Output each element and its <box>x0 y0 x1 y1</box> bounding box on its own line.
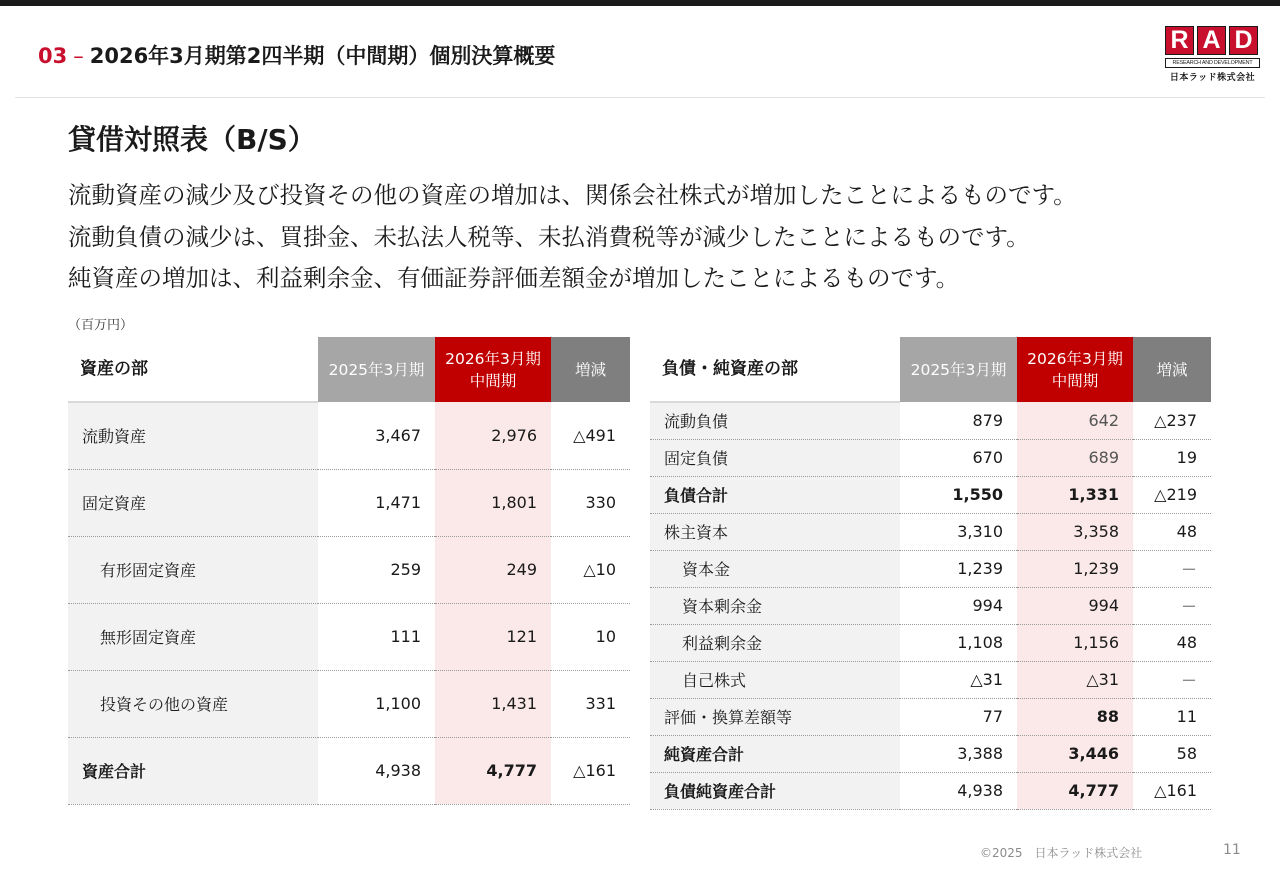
table-row <box>650 624 1211 661</box>
liabilities-header-diff: 増減 <box>1133 337 1211 402</box>
section-number: 03 <box>38 44 68 68</box>
assets-header-curr-line2: 中間期 <box>469 371 517 390</box>
curr-value: 121 <box>435 603 551 670</box>
curr-value: 1,331 <box>1017 476 1133 513</box>
curr-value: 1,431 <box>435 670 551 737</box>
diff-value: 19 <box>1133 439 1211 476</box>
curr-value: 1,156 <box>1017 624 1133 661</box>
liabilities-header-prev: 2025年3月期 <box>900 337 1017 402</box>
table-row-total <box>650 735 1211 772</box>
table-row <box>68 603 630 670</box>
diff-value: 48 <box>1133 513 1211 550</box>
table-row <box>68 536 630 603</box>
diff-value: 11 <box>1133 698 1211 735</box>
table-row <box>68 402 630 469</box>
footer-copyright: ©2025 日本ラッド株式会社 <box>980 846 1143 860</box>
prev-value: 994 <box>900 587 1017 624</box>
prev-value: 670 <box>900 439 1017 476</box>
liabilities-header-curr <box>1017 337 1133 402</box>
row-label: 投資その他の資産 <box>68 670 318 737</box>
assets-header-curr-line1: 2026年3月期 <box>445 349 541 368</box>
diff-value: △10 <box>551 536 630 603</box>
curr-value: 689 <box>1017 439 1133 476</box>
prev-value: △31 <box>900 661 1017 698</box>
table-row <box>650 402 1211 439</box>
row-label: 負債合計 <box>650 476 900 513</box>
assets-header-curr <box>435 337 551 402</box>
assets-header-label: 資産の部 <box>68 337 318 402</box>
row-label: 流動負債 <box>650 402 900 439</box>
curr-value: △31 <box>1017 661 1133 698</box>
summary-line-3: 純資産の増加は、利益剰余金、有価証券評価差額金が増加したことによるものです。 <box>68 264 960 292</box>
table-row-total <box>68 737 630 804</box>
page-title: 2026年3月期第2四半期（中間期）個別決算概要 <box>89 44 556 68</box>
header-dash: – <box>73 44 84 68</box>
table-row <box>68 670 630 737</box>
table-row-total <box>650 476 1211 513</box>
company-logo <box>1165 26 1260 83</box>
liabilities-table <box>650 337 1211 810</box>
curr-value: 4,777 <box>1017 772 1133 809</box>
row-label: 評価・換算差額等 <box>650 698 900 735</box>
prev-value: 1,108 <box>900 624 1017 661</box>
row-label: 固定資産 <box>68 469 318 536</box>
assets-header-prev: 2025年3月期 <box>318 337 435 402</box>
curr-value: 2,976 <box>435 402 551 469</box>
prev-value: 111 <box>318 603 435 670</box>
row-label: 固定負債 <box>650 439 900 476</box>
logo-letter-a: A <box>1197 26 1226 55</box>
diff-value: △161 <box>1133 772 1211 809</box>
prev-value: 77 <box>900 698 1017 735</box>
curr-value: 88 <box>1017 698 1133 735</box>
diff-value: － <box>1133 587 1211 624</box>
row-label: 負債純資産合計 <box>650 772 900 809</box>
curr-value: 3,358 <box>1017 513 1133 550</box>
table-row <box>650 513 1211 550</box>
prev-value: 1,100 <box>318 670 435 737</box>
curr-value: 994 <box>1017 587 1133 624</box>
unit-label: （百万円） <box>68 318 134 333</box>
prev-value: 4,938 <box>900 772 1017 809</box>
curr-value: 1,801 <box>435 469 551 536</box>
row-label: 資本金 <box>650 550 900 587</box>
curr-value: 1,239 <box>1017 550 1133 587</box>
diff-value: － <box>1133 661 1211 698</box>
assets-header-diff: 増減 <box>551 337 630 402</box>
table-row <box>650 550 1211 587</box>
page-header <box>38 40 555 70</box>
logo-company-name: 日本ラッド株式会社 <box>1169 73 1256 83</box>
prev-value: 3,467 <box>318 402 435 469</box>
logo-letter-r: R <box>1165 26 1194 55</box>
curr-value: 642 <box>1017 402 1133 439</box>
summary-line-2: 流動負債の減少は、買掛金、未払法人税等、未払消費税等が減少したことによるものです。 <box>68 223 1030 251</box>
diff-value: － <box>1133 550 1211 587</box>
diff-value: 331 <box>551 670 630 737</box>
diff-value: 58 <box>1133 735 1211 772</box>
prev-value: 259 <box>318 536 435 603</box>
prev-value: 4,938 <box>318 737 435 804</box>
top-bar <box>0 0 1280 6</box>
liabilities-header-curr-line1: 2026年3月期 <box>1027 349 1123 368</box>
prev-value: 3,388 <box>900 735 1017 772</box>
diff-value: △491 <box>551 402 630 469</box>
prev-value: 879 <box>900 402 1017 439</box>
diff-value: 330 <box>551 469 630 536</box>
table-row <box>650 587 1211 624</box>
logo-subtitle: RESEARCH AND DEVELOPMENT <box>1165 58 1260 68</box>
prev-value: 1,239 <box>900 550 1017 587</box>
row-label: 株主資本 <box>650 513 900 550</box>
row-label: 無形固定資産 <box>68 603 318 670</box>
liabilities-header-curr-line2: 中間期 <box>1051 371 1099 390</box>
diff-value: △237 <box>1133 402 1211 439</box>
curr-value: 249 <box>435 536 551 603</box>
table-row <box>68 469 630 536</box>
row-label: 純資産合計 <box>650 735 900 772</box>
table-row-total <box>650 772 1211 809</box>
logo-letter-d: D <box>1229 26 1258 55</box>
curr-value: 3,446 <box>1017 735 1133 772</box>
row-label: 資産合計 <box>68 737 318 804</box>
curr-value: 4,777 <box>435 737 551 804</box>
assets-table <box>68 337 630 805</box>
prev-value: 3,310 <box>900 513 1017 550</box>
page-number: 11 <box>1223 842 1241 858</box>
row-label: 資本剰余金 <box>650 587 900 624</box>
diff-value: 10 <box>551 603 630 670</box>
row-label: 有形固定資産 <box>68 536 318 603</box>
row-label: 利益剰余金 <box>650 624 900 661</box>
row-label: 流動資産 <box>68 402 318 469</box>
section-title: 貸借対照表（B/S） <box>68 123 316 156</box>
summary-line-1: 流動資産の減少及び投資その他の資産の増加は、関係会社株式が増加したことによるものです。 <box>68 181 1077 209</box>
table-row <box>650 661 1211 698</box>
header-divider <box>15 97 1265 98</box>
prev-value: 1,471 <box>318 469 435 536</box>
diff-value: △219 <box>1133 476 1211 513</box>
diff-value: 48 <box>1133 624 1211 661</box>
table-row <box>650 439 1211 476</box>
row-label: 自己株式 <box>650 661 900 698</box>
prev-value: 1,550 <box>900 476 1017 513</box>
liabilities-header-label: 負債・純資産の部 <box>650 337 900 402</box>
table-row <box>650 698 1211 735</box>
diff-value: △161 <box>551 737 630 804</box>
